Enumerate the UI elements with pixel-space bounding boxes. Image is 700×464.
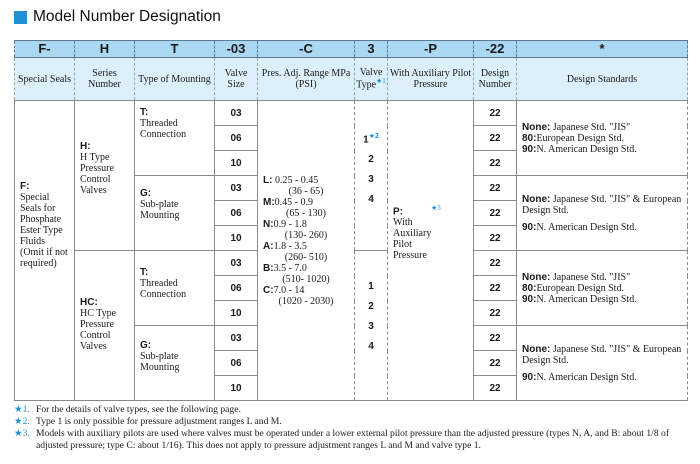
standard-text: Japanese Std. "JIS" & European Design Std.	[522, 343, 682, 366]
range-psi: (510- 1020)	[282, 274, 330, 285]
valve-type-item: 2	[368, 154, 374, 166]
design-number-cell: 22	[474, 376, 517, 401]
design-number-cell: 22	[474, 126, 517, 151]
range-code: B:	[263, 263, 274, 274]
design-number-cell: 22	[474, 326, 517, 351]
size-cell: 10	[215, 226, 258, 251]
header-pilot: With Auxiliary Pilot Pressure	[388, 58, 474, 101]
size-cell: 06	[215, 351, 258, 376]
standard-text: Japanese Std. "JIS" & European Design Std.	[522, 193, 682, 216]
footnote-mark: ★3.	[14, 428, 30, 439]
design-number-cell: 22	[474, 276, 517, 301]
special-seals-cell	[15, 101, 75, 401]
standard-line	[522, 372, 682, 383]
mounting-subplate-cell	[135, 326, 215, 401]
subplate-desc: Sub-plate Mounting	[140, 351, 180, 373]
footnote-text: Models with auxiliary pilots are used where valves must be operated under a lower external pilot pressure than the adjusted pressure (types N, A, and B: about 1/8 of adjusted pressure; type C: about 1/16). This does not apply to pressure adjustment ranges L and M and valve type 1.	[36, 428, 670, 451]
code-cell: 3	[355, 41, 388, 58]
valve-type-label: Valve Type	[356, 67, 383, 91]
standard-line	[522, 294, 682, 305]
pressure-range-l	[263, 175, 349, 197]
heading-square-icon	[14, 11, 27, 24]
standard-code: 90:	[522, 371, 537, 383]
range-code: L:	[263, 175, 273, 186]
standard-text: Japanese Std. "JIS"	[552, 271, 631, 283]
code-cell: -C	[258, 41, 355, 58]
range-psi: (260- 510)	[284, 252, 328, 263]
size-cell: 10	[215, 151, 258, 176]
body-row	[15, 101, 688, 126]
series-h-desc: H Type Pressure Control Valves	[80, 152, 114, 196]
standard-code: 80:	[522, 282, 537, 294]
valve-type-item: 2	[368, 301, 374, 312]
footnote	[14, 416, 689, 428]
series-hc-code: HC:	[80, 297, 98, 308]
valve-type-item: 4	[368, 194, 374, 206]
threaded-desc: Threaded Connection	[140, 278, 187, 300]
range-code: N:	[263, 219, 274, 230]
pressure-range-cell	[258, 101, 355, 401]
design-number-cell: 22	[474, 176, 517, 201]
heading-text: Model Number Designation	[33, 8, 221, 25]
subplate-code: G:	[140, 188, 152, 199]
footnote	[14, 428, 689, 452]
size-cell: 06	[215, 201, 258, 226]
series-hc-desc: HC Type Pressure Control Valves	[80, 308, 117, 352]
standard-line	[522, 194, 682, 216]
range-mpa: 0.45 - 0.9	[274, 197, 314, 208]
standard-line	[522, 283, 682, 294]
pressure-range-n	[263, 219, 349, 241]
model-number-table	[14, 40, 688, 401]
standard-code: None:	[522, 121, 551, 133]
valve-type-item: 4	[368, 341, 374, 352]
header-special-seals: Special Seals	[15, 58, 75, 101]
section-heading	[14, 4, 221, 30]
footnote-text: Type 1 is only possible for pressure adjustment ranges L and M.	[36, 416, 282, 427]
range-psi: (36 - 65)	[288, 186, 324, 197]
code-cell: -P	[388, 41, 474, 58]
code-header-row	[15, 41, 688, 58]
size-cell: 06	[215, 126, 258, 151]
header-design-number: Design Number	[474, 58, 517, 101]
size-cell: 06	[215, 276, 258, 301]
standard-text: N. American Design Std.	[536, 293, 637, 305]
footnote-mark: ★2.	[14, 416, 30, 427]
valve-type-item	[355, 127, 387, 150]
standards-threaded-cell	[517, 251, 688, 326]
mounting-subplate-cell	[135, 176, 215, 251]
range-mpa: 1.8 - 3.5	[273, 241, 307, 252]
size-cell: 10	[215, 376, 258, 401]
standard-line	[522, 122, 682, 133]
footnote	[14, 404, 689, 416]
header-series-number: Series Number	[75, 58, 135, 101]
label-header-row	[15, 58, 688, 101]
range-mpa: 0.25 - 0.45	[274, 175, 319, 186]
mounting-threaded-cell	[135, 251, 215, 326]
range-psi: (1020 - 2030)	[278, 296, 334, 307]
star-3-icon: ★3	[431, 204, 441, 212]
standard-code: None:	[522, 343, 551, 355]
size-cell: 03	[215, 101, 258, 126]
pilot-cell	[388, 101, 474, 401]
range-psi: (65 - 130)	[286, 208, 326, 219]
threaded-desc: Threaded Connection	[140, 118, 187, 140]
standard-text: European Design Std.	[536, 132, 624, 144]
series-hc-cell	[75, 251, 135, 401]
standard-text: N. American Design Std.	[536, 371, 637, 383]
standard-line	[522, 222, 682, 233]
standard-text: European Design Std.	[536, 282, 624, 294]
standards-subplate-cell	[517, 326, 688, 401]
header-type-of-mounting: Type of Mounting	[135, 58, 215, 101]
pilot-desc: With Auxiliary Pilot Pressure	[393, 217, 432, 262]
design-number-cell: 22	[474, 226, 517, 251]
valve-type-hc-cell	[355, 251, 388, 401]
range-code: A:	[263, 241, 274, 252]
standard-code: 90:	[522, 143, 537, 155]
design-number-cell: 22	[474, 201, 517, 226]
size-cell: 03	[215, 251, 258, 276]
footnotes	[14, 404, 689, 452]
pressure-range-b	[263, 263, 349, 285]
pressure-range-m	[263, 197, 349, 219]
size-cell: 10	[215, 301, 258, 326]
code-cell: F-	[15, 41, 75, 58]
standard-code: 80:	[522, 132, 537, 144]
code-cell: H	[75, 41, 135, 58]
header-design-standards: Design Standards	[517, 58, 688, 101]
standard-code: 90:	[522, 293, 537, 305]
subplate-code: G:	[140, 340, 152, 351]
standard-line	[522, 144, 682, 155]
header-pres-adj: Pres. Adj. Range MPa (PSI)	[258, 58, 355, 101]
standard-text: N. American Design Std.	[536, 143, 637, 155]
special-seals-code: F:	[20, 181, 30, 192]
standard-code: None:	[522, 193, 551, 205]
design-number-cell: 22	[474, 351, 517, 376]
standard-line	[522, 133, 682, 144]
standard-text: Japanese Std. "JIS"	[552, 121, 631, 133]
code-cell: T	[135, 41, 215, 58]
series-h-code: H:	[80, 141, 91, 152]
standard-code: 90:	[522, 221, 537, 233]
series-h-cell	[75, 101, 135, 251]
range-code: M:	[263, 197, 275, 208]
valve-type-item: 1	[368, 281, 374, 292]
valve-type-h-cell	[355, 101, 388, 251]
header-valve-size: Valve Size	[215, 58, 258, 101]
standard-line	[522, 344, 682, 366]
code-cell: -22	[474, 41, 517, 58]
design-number-cell: 22	[474, 101, 517, 126]
pilot-code-line	[393, 205, 468, 217]
pressure-range-c	[263, 285, 349, 307]
star-1-icon: ★1	[376, 77, 386, 86]
valve-type-item: 3	[368, 174, 374, 186]
code-cell: -03	[215, 41, 258, 58]
design-number-cell: 22	[474, 151, 517, 176]
range-code: C:	[263, 285, 274, 296]
threaded-code: T:	[140, 107, 149, 118]
standards-subplate-cell	[517, 176, 688, 251]
mounting-threaded-cell	[135, 101, 215, 176]
valve-type-item: 3	[368, 321, 374, 332]
standards-threaded-cell	[517, 101, 688, 176]
range-mpa: 0.9 - 1.8	[273, 219, 307, 230]
design-number-cell: 22	[474, 301, 517, 326]
star-2-icon: ★2	[368, 133, 379, 140]
range-mpa: 7.0 - 14	[273, 285, 305, 296]
header-valve-type	[355, 58, 388, 101]
range-psi: (130- 260)	[284, 230, 328, 241]
pilot-code: P:	[393, 206, 403, 218]
subplate-desc: Sub-plate Mounting	[140, 199, 180, 221]
design-number-cell: 22	[474, 251, 517, 276]
footnote-mark: ★1.	[14, 404, 30, 415]
size-cell: 03	[215, 326, 258, 351]
range-mpa: 3.5 - 7.0	[273, 263, 307, 274]
valve-type-value: 1	[363, 134, 369, 146]
threaded-code: T:	[140, 267, 149, 278]
footnote-text: For the details of valve types, see the following page.	[36, 404, 241, 415]
standard-text: N. American Design Std.	[536, 221, 637, 233]
pressure-range-a	[263, 241, 349, 263]
standard-line	[522, 272, 682, 283]
special-seals-desc: Special Seals for Phosphate Ester Type Fluids (Omit if not required)	[20, 192, 68, 269]
size-cell: 03	[215, 176, 258, 201]
standard-code: None:	[522, 271, 551, 283]
code-cell: *	[517, 41, 688, 58]
